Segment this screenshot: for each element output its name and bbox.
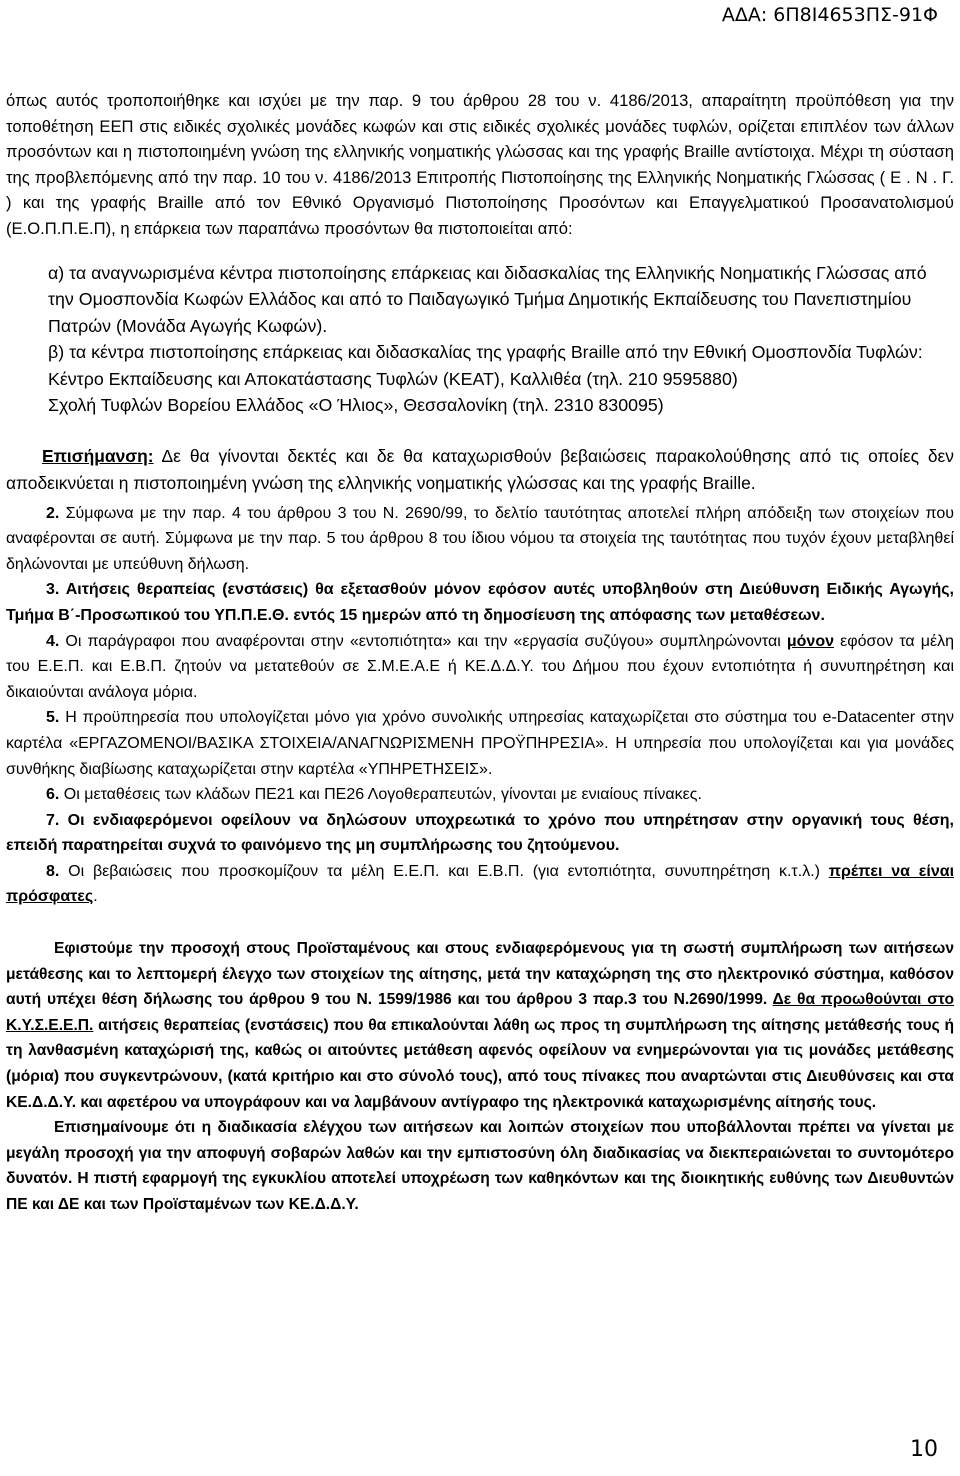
final-paragraph-2: Επισημαίνουμε ότι η διαδικασία ελέγχου των αιτήσεων και λοιπών στοιχείων που υποβάλλονται πρέπει να γίνεται με μεγάλη προσοχή για την αποφυγή σοβαρών λαθών και την εμπιστοσύνη όλη διαδικασίας να διεκπεραιώνεται το συντομότερο δυνατόν. Η πιστή εφαρμογή της εγκυκλίου αποτελεί υποχρέωση των καθηκόντων και της διοικητικής ευθύνης των Διευθυντών ΠΕ και ΔΕ και των Προϊσταμένων των ΚΕ.Δ.Δ.Υ. (6, 1119, 954, 1213)
item-2: 2. Σύμφωνα με την παρ. 4 του άρθρου 3 του Ν. 2690/99, το δελτίο ταυτότητας αποτελεί πλήρη απόδειξη των στοιχείων που αναφέρονται σε αυτή. Σύμφωνα με την παρ. 5 του άρθρου 8 του ίδιου νόμου τα στοιχεία της ταυτότητας που τυχόν έχουν μεταβληθεί δηλώνονται με υπεύθυνη δήλωση. (6, 504, 954, 573)
numbered-items (6, 501, 954, 911)
list-item-b: β) τα κέντρα πιστοποίησης επάρκειας και διδασκαλίας της γραφής Braille από την Εθνική Ομοσπονδία Τυφλών: (48, 342, 923, 363)
note-paragraph (6, 443, 954, 497)
list-item-keat: Κέντρο Εκπαίδευσης και Αποκατάστασης Τυφλών (ΚΕΑΤ), Καλλιθέα (τηλ. 210 9595880) (48, 368, 738, 389)
intro-paragraph (6, 88, 954, 242)
note-label: Επισήμανση: (42, 445, 154, 466)
item-8: 8. Οι βεβαιώσεις που προσκομίζουν τα μέλη Ε.Ε.Π. και Ε.Β.Π. (για εντοπιότητα, συνυπηρέτηση κ.τ.λ.) πρέπει να είναι πρόσφατες. (6, 862, 955, 906)
item-5: 5. Η προϋπηρεσία που υπολογίζεται μόνο για χρόνο συνολικής υπηρεσίας καταχωρίζεται στο σύστημα του e-Datacenter στην καρτέλα «ΕΡΓΑΖΟΜΕΝΟΙ/ΒΑΣΙΚΑ ΣΤΟΙΧΕΙΑ/ΑΝΑΓΝΩΡΙΣΜΕΝΗ ΠΡΟΫΠΗΡΕΣΙΑ». Η υπηρεσία που υπολογίζεται και για μονάδες συνθήκης διαβίωσης καταχωρίζεται στην καρτέλα «ΥΠΗΡΕΤΗΣΕΙΣ». (6, 709, 954, 778)
note-section (6, 443, 954, 497)
document-body (6, 88, 954, 1218)
item-4: 4. Οι παράγραφοι που αναφέρονται στην «εντοπιότητα» και την «εργασία συζύγου» συμπληρώνονται μόνον εφόσον τα μέλη του Ε.Ε.Π. και Ε.Β.Π. ζητούν να μετατεθούν σε Σ.Μ.Ε.Α.Ε ή ΚΕ.Δ.Δ.Υ. του Δήμου που έχουν εντοπιότητα ή συνυπηρέτηση και δικαιούνται ανάλογα μόρια. (6, 632, 954, 701)
final-paragraph-1: Εφιστούμε την προσοχή στους Προϊσταμένους και στους ενδιαφερόμενους για τη σωστή συμπλήρωση των αιτήσεων μετάθεσης και το λεπτομερή έλεγχο των στοιχείων της αίτησης, μετά την καταχώρηση της στο ηλεκτρονικό σύστημα, καθόσον αυτή υπέχει θέση δήλωσης του άρθρου 9 του Ν. 1599/1986 και του άρθρου 3 παρ.3 του Ν.2690/1999. Δε θα προωθούνται στο Κ.Υ.Σ.Ε.Ε.Π. αιτήσεις θεραπείας (ενστάσεις) που θα επικαλούνται λάθη ως προς τη συμπλήρωση της αίτησης μετάθεσής τους ή τη λανθασμένη καταχώρισή της, καθώς οι αιτούντες μετάθεση αφενός οφείλουν να ενημερώνονται για τις μονάδες μετάθεσης (μόρια) που συγκεντρώνουν, (κατά κριτήριο και στο σύνολό τους), από τους πίνακες που αναρτώνται στις Διευθύνσεις και στα ΚΕ.Δ.Δ.Υ. και αφετέρου να υπογράφουν και να λαμβάνουν αντίγραφο της ηλεκτρονικά καταχωρισμένης αίτησής τους. (6, 940, 954, 1111)
note-text: Δε θα γίνονται δεκτές και δε θα καταχωρισθούν βεβαιώσεις παρακολούθησης από τις οποίες δεν αποδεικνύεται η πιστοποιημένη γνώση της ελληνικής νοηματικής γλώσσας και της γραφής Braille. (6, 445, 954, 493)
intro-text-1: όπως αυτός τροποποιήθηκε και ισχύει με την παρ. 9 του άρθρου 28 του ν. 4186/2013, απαραίτητη προϋπόθεση για την τοποθέτηση ΕΕΠ στις ειδικές σχολικές μονάδες κωφών και στις ειδικές σχολικές μονάδες τυφλών, ορίζεται επιπλέον των άλλων προσόντων και η πιστοποιημένη γνώση της ελληνικής νοηματικής γλώσσας και της γραφής Braille αντίστοιχα. Μέχρι τη σύσταση της προβλεπόμενης από την παρ. 10 του ν. (6, 91, 954, 187)
item-6: 6. Οι μεταθέσεις των κλάδων ΠΕ21 και ΠΕ26 Λογοθεραπευτών, γίνονται με ενιαίους πίνακες. (46, 786, 702, 804)
item-3: 3. Αιτήσεις θεραπείας (ενστάσεις) θα εξετασθούν μόνον εφόσον αυτές υποβληθούν στη Διεύθυνση Ειδικής Αγωγής, Τμήμα Β΄-Προσωπικού του ΥΠ.Π.Ε.Θ. εντός 15 ημερών από τη δημοσίευση της απόφασης των μεταθέσεων. (6, 581, 954, 624)
list-item-a: α) τα αναγνωρισμένα κέντρα πιστοποίησης επάρκειας και διδασκαλίας της Ελληνικής Νοηματικής Γλώσσας από την Ομοσπονδία Κωφών Ελλάδος και από το Παιδαγωγικό Τμήμα Δημοτικής Εκπαίδευσης του Πανεπιστημίου Πατρών (Μονάδα Αγωγής Κωφών). (48, 262, 927, 336)
final-section (6, 936, 954, 1218)
intro-text-2: 4186/2013 Επιτροπής Πιστοποίησης της Ελληνικής Νοηματικής Γλώσσας ( Ε . Ν . Γ. ) και της γραφής Braille από τον Εθνικό Οργανισμό Πιστοποίησης Προσόντων και Επαγγελματικού Προσανατολισμού (Ε.Ο.Π.Π.Ε.Π), η επάρκεια των παραπάνω προσόντων θα πιστοποιείται από: (6, 167, 954, 238)
ada-code: ΑΔΑ: 6Π8Ι4653ΠΣ-91Φ (721, 4, 938, 26)
certification-list (6, 260, 954, 419)
page-number: 10 (910, 1437, 938, 1462)
list-item-helios: Σχολή Τυφλών Βορείου Ελλάδος «Ο Ήλιος», Θεσσαλονίκη (τηλ. 2310 830095) (48, 395, 664, 416)
item-7: 7. Οι ενδιαφερόμενοι οφείλουν να δηλώσουν υποχρεωτικά το χρόνο που υπηρέτησαν στην οργανική τους θέση, επειδή παρατηρείται συχνά το φαινόμενο της μη συμπλήρωσης του ζητούμενου. (6, 811, 954, 855)
